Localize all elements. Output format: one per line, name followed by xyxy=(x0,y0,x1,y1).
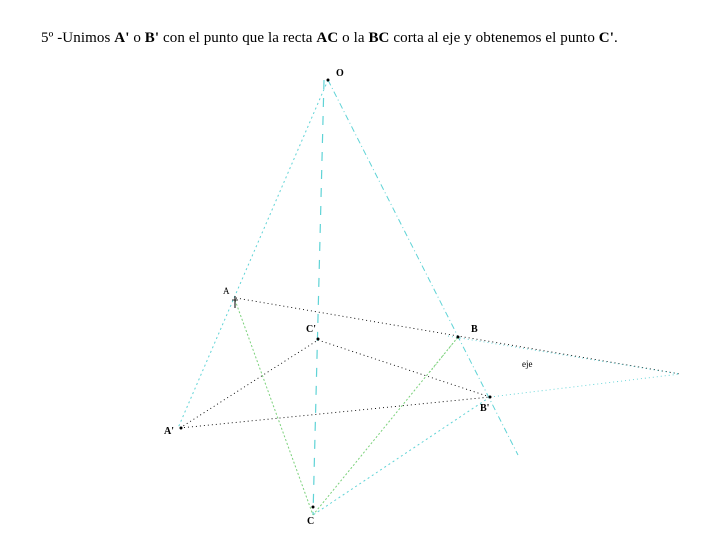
caption-b-prime: B' xyxy=(144,30,160,46)
label-b-prime: B' xyxy=(480,403,490,414)
caption-text-2: o xyxy=(129,30,145,46)
label-eje: eje xyxy=(522,359,533,369)
caption-a-prime: A' xyxy=(114,30,130,46)
line-a-prime-c-prime xyxy=(180,340,318,428)
label-c: C xyxy=(307,516,315,527)
point-c-prime xyxy=(317,338,320,341)
point-b-prime xyxy=(489,396,492,399)
line-o-c xyxy=(313,80,324,515)
label-a: A xyxy=(223,286,230,296)
point-a-prime xyxy=(180,427,183,430)
caption-text-6: . xyxy=(613,30,618,46)
caption-text-5: corta al eje y obtenemos el punto xyxy=(389,30,599,46)
caption-text-3: con el punto que la recta xyxy=(159,30,317,46)
point-b xyxy=(457,336,460,339)
label-c-prime: C' xyxy=(306,324,316,335)
caption-ac: AC xyxy=(316,30,339,46)
point-c xyxy=(312,506,315,509)
point-o xyxy=(327,79,330,82)
line-o-b xyxy=(328,80,518,455)
line-eje xyxy=(448,336,680,374)
caption-c-prime: C' xyxy=(598,30,614,46)
label-a-prime: A' xyxy=(164,426,174,437)
line-o-a-prime xyxy=(178,80,328,428)
caption-text-4: o la xyxy=(338,30,369,46)
caption-text-1: 5º -Unimos xyxy=(41,30,115,46)
line-b-c xyxy=(313,337,458,515)
line-a-prime-b-prime xyxy=(180,397,490,428)
line-a-c xyxy=(235,300,313,515)
line-b-prime-c xyxy=(313,397,490,515)
label-b: B xyxy=(471,324,478,335)
label-o: O xyxy=(336,68,344,79)
line-b-prime-eje xyxy=(490,374,680,397)
line-c-prime-eje xyxy=(430,337,458,372)
caption-bc: BC xyxy=(368,30,390,46)
